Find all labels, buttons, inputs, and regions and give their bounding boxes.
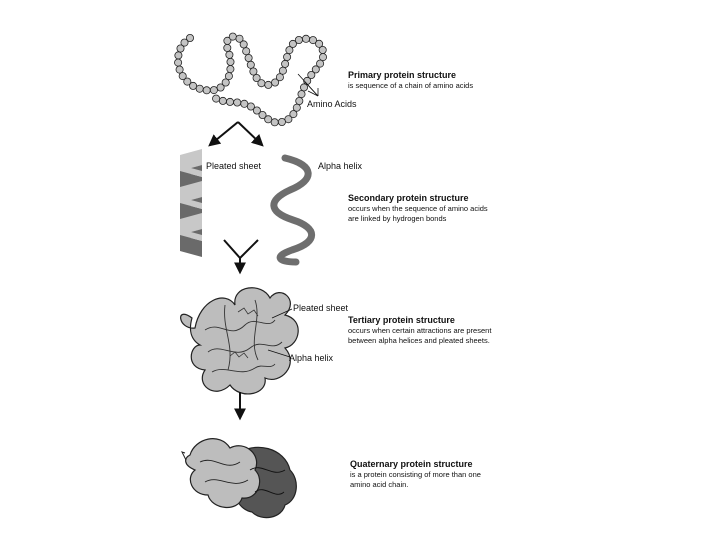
amino-acid-bead [234, 99, 241, 106]
amino-acid-bead [203, 87, 210, 94]
quaternary-description-line2: amino acid chain. [350, 480, 409, 489]
tertiary-title: Tertiary protein structure [348, 315, 455, 325]
secondary-alpha-helix-label: Alpha helix [318, 161, 363, 171]
amino-acid-bead [300, 84, 307, 91]
amino-acid-bead [196, 85, 203, 92]
amino-acid-bead [227, 66, 234, 73]
secondary-title: Secondary protein structure [348, 193, 469, 203]
amino-acid-bead [175, 52, 182, 59]
amino-acid-bead [319, 46, 326, 53]
amino-acid-bead [265, 81, 272, 88]
amino-acid-bead [227, 58, 234, 65]
amino-acid-bead [302, 35, 309, 42]
amino-acid-bead [247, 103, 254, 110]
amino-acid-bead [190, 82, 197, 89]
amino-acid-bead [210, 87, 217, 94]
amino-acid-bead [276, 74, 283, 81]
amino-acid-bead [245, 54, 252, 61]
quaternary-description-line1: is a protein consisting of more than one [350, 470, 481, 479]
amino-acid-bead [240, 41, 247, 48]
amino-acid-bead [226, 51, 233, 58]
secondary-description-line2: are linked by hydrogen bonds [348, 214, 447, 223]
secondary-pleated-sheet-label: Pleated sheet [206, 161, 262, 171]
amino-acid-bead [224, 44, 231, 51]
amino-acid-bead [225, 73, 232, 80]
tertiary-description-line1: occurs when certain attractions are present [348, 326, 492, 335]
amino-acid-bead [213, 95, 220, 102]
amino-acid-bead [284, 53, 291, 60]
tertiary-alpha-helix-label: Alpha helix [289, 353, 334, 363]
amino-acid-bead [258, 80, 265, 87]
tertiary-protein-shape [181, 288, 299, 394]
alpha-helix [274, 158, 312, 262]
amino-acid-chain [175, 33, 327, 126]
amino-acid-bead [176, 66, 183, 73]
quaternary-title: Quaternary protein structure [350, 459, 473, 469]
primary-description: is sequence of a chain of amino acids [348, 81, 474, 90]
quaternary-protein-shape [182, 439, 296, 518]
amino-acid-bead [279, 67, 286, 74]
amino-acid-bead [250, 68, 257, 75]
amino-acid-bead [282, 60, 289, 67]
merge-arrow [224, 240, 258, 272]
amino-acid-bead [226, 98, 233, 105]
split-arrows [210, 122, 262, 145]
pleated-sheet [180, 149, 202, 257]
tertiary-description-line2: between alpha helices and pleated sheets. [348, 336, 490, 345]
amino-acid-bead [298, 91, 305, 98]
amino-acid-bead [219, 97, 226, 104]
amino-acid-bead [296, 97, 303, 104]
amino-acid-bead [229, 33, 236, 40]
tertiary-pleated-sheet-label: Pleated sheet [293, 303, 349, 313]
secondary-description-line1: occurs when the sequence of amino acids [348, 204, 488, 213]
amino-acid-bead [278, 118, 285, 125]
amino-acids-label: Amino Acids [307, 99, 357, 109]
amino-acid-bead [271, 119, 278, 126]
amino-acid-bead [177, 45, 184, 52]
amino-acid-bead [243, 48, 250, 55]
amino-acid-bead [295, 36, 302, 43]
amino-acid-bead [247, 61, 254, 68]
primary-title: Primary protein structure [348, 70, 457, 80]
amino-acid-bead [175, 59, 182, 66]
amino-acid-bead [241, 100, 248, 107]
